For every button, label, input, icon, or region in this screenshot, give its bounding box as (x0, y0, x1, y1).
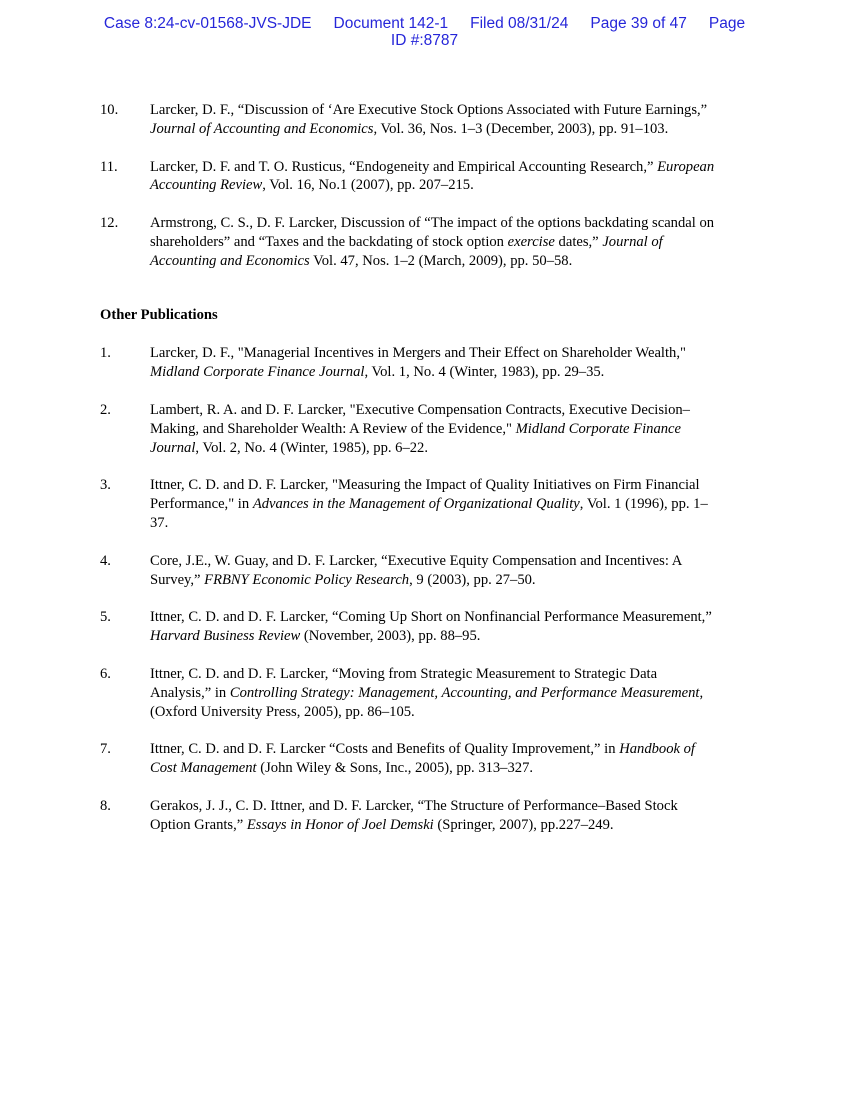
document-body (100, 101, 720, 854)
citation-title-italic: Midland Corporate Finance Journal (150, 364, 365, 381)
citation-text: , Vol. 1 (1996), pp. 1–37. (150, 496, 708, 531)
reference-item (100, 401, 720, 457)
reference-citation (150, 608, 720, 646)
case-header (0, 15, 849, 49)
reference-citation (150, 158, 720, 196)
reference-citation (150, 797, 720, 835)
reference-number: 1. (100, 345, 111, 362)
case-number: Case 8:24-cv-01568-JVS-JDE (103, 15, 312, 32)
citation-title-italic: Harvard Business Review (150, 628, 301, 645)
citation-text: Larcker, D. F., “Discussion of ‘Are Executive Stock Options Associated with Future Earnings,” (150, 102, 708, 118)
citation-text: , Vol. 2, No. 4 (Winter, 1985), pp. 6–22. (195, 439, 428, 456)
document-number: Document 142-1 (333, 15, 449, 32)
reference-item (100, 476, 720, 532)
reference-item (100, 797, 720, 835)
citation-text: Core, J.E., W. Guay, and D. F. Larcker, “Executive Equity Compensation and Incentives: A Survey,” (150, 552, 682, 588)
page-label: Page (708, 15, 746, 32)
citation-text: , (Oxford University Press, 2005), pp. 86–105. (150, 684, 704, 720)
citation-text: Ittner, C. D. and D. F. Larcker, “Coming Up Short on Nonfinancial Performance Measurement,” (150, 609, 712, 626)
citation-title-italic: Handbook of Cost Management (150, 741, 695, 777)
citation-text: Ittner, C. D. and D. F. Larcker “Costs and Benefits of Quality Improvement,” in (150, 741, 620, 758)
reference-item (100, 665, 720, 721)
citation-text: (November, 2003), pp. 88–95. (300, 628, 481, 645)
reference-citation (150, 101, 720, 139)
citation-title-italic: Journal of Accounting and Economics (150, 120, 374, 137)
reference-citation (150, 552, 720, 590)
reference-number: 7. (100, 741, 111, 758)
reference-item (100, 214, 720, 270)
reference-citation (150, 665, 720, 721)
reference-number: 4. (100, 552, 111, 569)
reference-number: 6. (100, 665, 111, 682)
citation-text: , Vol. 36, Nos. 1–3 (December, 2003), pp. 91–103. (373, 120, 669, 137)
reference-number: 10. (100, 102, 119, 118)
citation-title-italic: Essays in Honor of Joel Demski (246, 816, 434, 833)
citation-text: (John Wiley & Sons, Inc., 2005), pp. 313–327. (256, 760, 534, 777)
section-heading-other-publications: Other Publications (100, 306, 218, 323)
citation-title-italic: exercise (507, 233, 555, 250)
reference-citation (150, 476, 720, 532)
reference-citation (150, 344, 720, 382)
reference-number: 12. (100, 215, 119, 232)
citation-text: Larcker, D. F. and T. O. Rusticus, “Endogeneity and Empirical Accounting Research,” (150, 158, 658, 175)
reference-item (100, 608, 720, 646)
citation-text: Ittner, C. D. and D. F. Larcker, "Measuring the Impact of Quality Initiatives on Firm Financial Performance," in (150, 477, 700, 513)
reference-item (100, 101, 720, 139)
citation-text: Lambert, R. A. and D. F. Larcker, "Executive Compensation Contracts, Executive Decision–Making, and Shareholder Wealth: A Review of the Evidence," (150, 401, 690, 437)
page-count: Page 39 of 47 (590, 15, 687, 32)
citation-text: , Vol. 1, No. 4 (Winter, 1983), pp. 29–35. (364, 364, 605, 381)
reference-number: 11. (100, 158, 118, 175)
citation-title-italic: Midland Corporate Finance Journal (150, 420, 682, 456)
citation-title-italic: Advances in the Management of Organizational Quality (252, 496, 580, 513)
reference-item (100, 552, 720, 590)
page-id: ID #:8787 (390, 32, 459, 49)
reference-number: 5. (100, 609, 111, 626)
reference-citation (150, 740, 720, 778)
citation-text: , 9 (2003), pp. 27–50. (409, 571, 536, 588)
filed-date: Filed 08/31/24 (470, 15, 569, 32)
reference-item (100, 158, 720, 196)
header-line-1 (0, 15, 849, 32)
citation-text: Vol. 47, Nos. 1–2 (March, 2009), pp. 50–58. (309, 252, 573, 269)
reference-citation (150, 401, 720, 457)
reference-number: 3. (100, 477, 111, 494)
citation-title-italic: Journal of Accounting and Economics (150, 233, 663, 269)
reference-item (100, 344, 720, 382)
citation-title-italic: FRBNY Economic Policy Research (204, 571, 410, 588)
citation-text: dates,” (554, 233, 603, 250)
other-publications-list (100, 344, 720, 834)
reference-citation (150, 214, 720, 270)
reference-number: 2. (100, 401, 111, 418)
citation-title-italic: European Accounting Review (150, 158, 715, 194)
citation-text: Gerakos, J. J., C. D. Ittner, and D. F. Larcker, “The Structure of Performance–Based Stock Option Grants,” (150, 797, 678, 833)
citation-title-italic: Controlling Strategy: Management, Accounting, and Performance Measurement (229, 684, 700, 701)
reference-item (100, 740, 720, 778)
citation-text: Armstrong, C. S., D. F. Larcker, Discussion of “The impact of the options backdating scandal on shareholders” and “Taxes and the backdating of stock option (150, 215, 715, 250)
discussions-list (100, 101, 720, 271)
citation-text: Larcker, D. F., "Managerial Incentives in Mergers and Their Effect on Shareholder Wealth," (150, 345, 686, 362)
citation-text: , Vol. 16, No.1 (2007), pp. 207–215. (262, 177, 474, 194)
citation-text: Ittner, C. D. and D. F. Larcker, “Moving from Strategic Measurement to Strategic Data Analysis,” in (150, 665, 658, 701)
citation-text: (Springer, 2007), pp.227–249. (433, 816, 614, 833)
reference-number: 8. (100, 797, 111, 814)
